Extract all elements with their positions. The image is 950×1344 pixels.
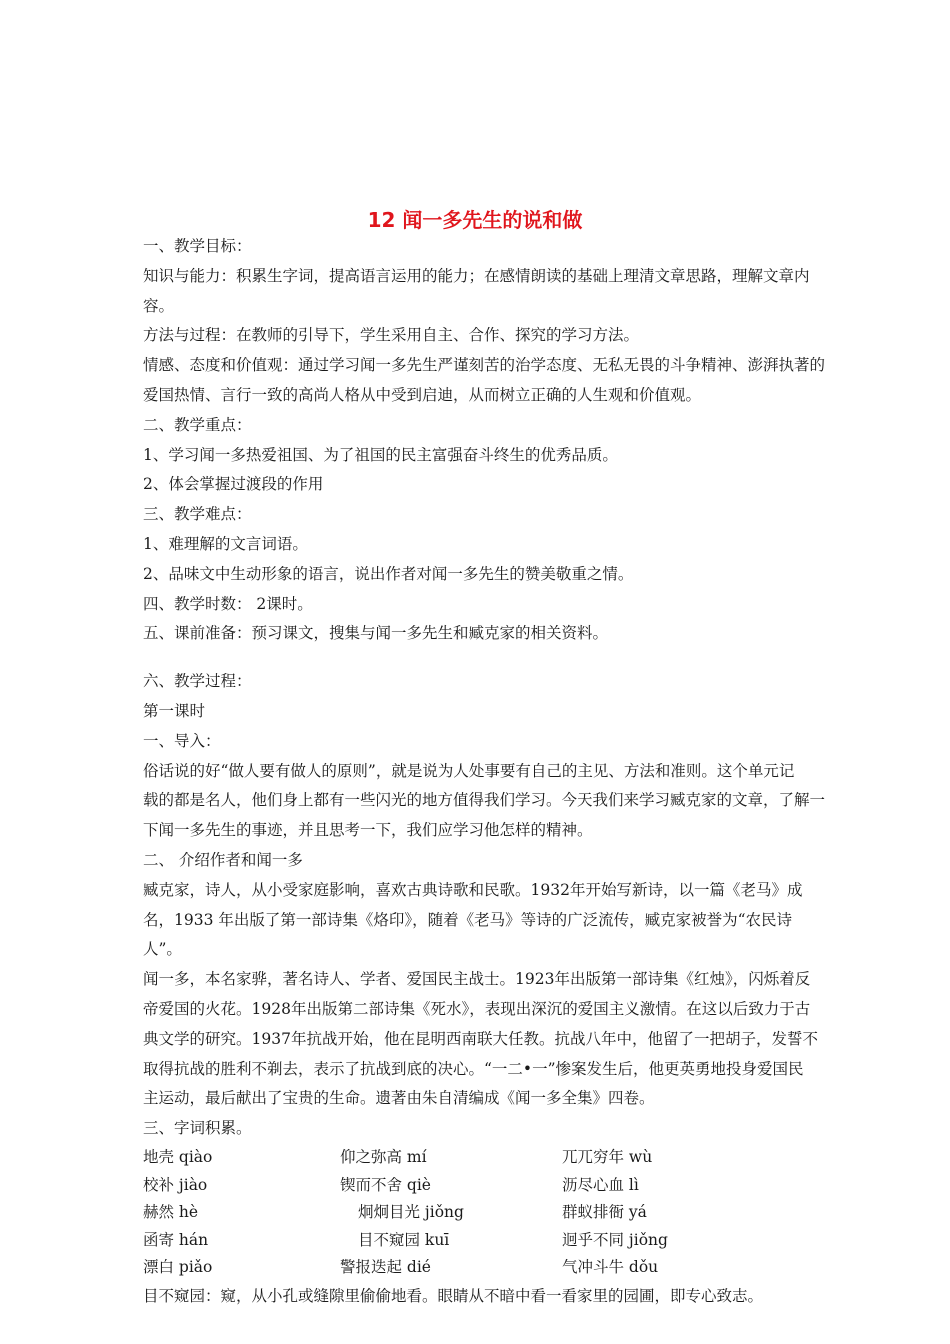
text-line: 三、字词积累。 xyxy=(143,1119,252,1138)
text-line: 六、教学过程： xyxy=(143,672,252,691)
vocab-item: 校补 jiào xyxy=(143,1175,208,1194)
vocab-item: 炯炯目光 jiǒng xyxy=(358,1203,464,1222)
vocab-row xyxy=(143,1227,811,1255)
text-line: 取得抗战的胜利不剃去，表示了抗战到底的决心。“一二•一”惨案发生后，他更英勇地投身爱国民 xyxy=(143,1059,804,1078)
vocab-table xyxy=(143,1144,811,1282)
vocab-row xyxy=(143,1254,811,1282)
text-line: 情感、态度和价值观：通过学习闻一多先生严谨刻苦的治学态度、无私无畏的斗争精神、澎湃执著的 xyxy=(143,356,826,375)
text-line: 二、 介绍作者和闻一多 xyxy=(143,850,303,869)
vocab-item: 锲而不舍 qiè xyxy=(340,1175,431,1194)
vocab-item: 仰之弥高 mí xyxy=(340,1147,427,1166)
text-line: 爱国热情、言行一致的高尚人格从中受到启迪，从而树立正确的人生观和价值观。 xyxy=(143,385,702,404)
text-line: 知识与能力：积累生字词，提高语言运用的能力；在感情朗读的基础上理清文章思路，理解文章内 xyxy=(143,266,810,285)
text-line: 一、教学目标： xyxy=(143,237,252,255)
vocab-item: 目不窥园 kuī xyxy=(358,1230,450,1249)
text-line: 容。 xyxy=(143,296,175,315)
text-line: 目不窥园：窥，从小孔或缝隙里偷偷地看。眼睛从不暗中看一看家里的园圃，即专心致志。 xyxy=(143,1286,764,1305)
document-body xyxy=(143,232,826,1312)
text-line: 一、导入： xyxy=(143,731,221,750)
text-line: 2、体会掌握过渡段的作用 xyxy=(143,475,324,494)
page-title: 12 闻一多先生的说和做 xyxy=(367,208,583,232)
text-line: 帝爱国的火花。1928年出版第二部诗集《死水》，表现出深沉的爱国主义激情。在这以后致力于古 xyxy=(143,999,811,1018)
vocab-row xyxy=(143,1199,811,1227)
vocab-item: 群蚁排衙 yá xyxy=(562,1203,647,1222)
vocab-item: 兀兀穷年 wù xyxy=(562,1147,653,1166)
vocab-item: 迥乎不同 jiǒng xyxy=(562,1230,668,1249)
text-line: 1、学习闻一多热爱祖国、为了祖国的民主富强奋斗终生的优秀品质。 xyxy=(143,445,618,464)
text-line: 臧克家，诗人，从小受家庭影响，喜欢古典诗歌和民歌。1932年开始写新诗，以一篇《老马》成 xyxy=(143,880,803,899)
text-line: 闻一多，本名家骅，著名诗人、学者、爱国民主战士。1923年出版第一部诗集《红烛》，闪烁着反 xyxy=(143,970,811,989)
text-line: 载的都是名人，他们身上都有一些闪光的地方值得我们学习。今天我们来学习臧克家的文章，了解一 xyxy=(143,791,826,810)
blank-line xyxy=(143,649,811,667)
text-line: 名，1933 年出版了第一部诗集《烙印》，随着《老马》等诗的广泛流传，臧克家被誉为“农民诗 xyxy=(143,910,793,929)
text-line: 人”。 xyxy=(143,940,182,959)
text-line: 三、教学难点： xyxy=(143,505,252,524)
vocab-item: 沥尽心血 lì xyxy=(562,1175,639,1194)
text-line: 主运动，最后献出了宝贵的生命。遗著由朱自清编成《闻一多全集》四卷。 xyxy=(143,1089,655,1108)
text-line: 方法与过程：在教师的引导下，学生采用自主、合作、探究的学习方法。 xyxy=(143,326,640,345)
vocab-item: 气冲斗牛 dǒu xyxy=(562,1258,659,1277)
vocab-item: 警报迭起 dié xyxy=(340,1258,431,1277)
text-line: 二、教学重点： xyxy=(143,415,252,434)
text-line: 第一课时 xyxy=(143,701,206,720)
text-line: 1、难理解的文言词语。 xyxy=(143,534,308,553)
text-line: 典文学的研究。1937年抗战开始，他在昆明西南联大任教。抗战八年中，他留了一把胡子，发誓不 xyxy=(143,1029,818,1048)
text-line: 2、品味文中生动形象的语言，说出作者对闻一多先生的赞美敬重之情。 xyxy=(143,564,634,583)
vocab-item: 漂白 piǎo xyxy=(143,1258,213,1277)
vocab-item: 赫然 hè xyxy=(143,1203,199,1222)
vocab-item: 函寄 hán xyxy=(143,1230,209,1249)
vocab-row xyxy=(143,1144,811,1172)
vocab-row xyxy=(143,1172,811,1200)
vocab-item: 地壳 qiào xyxy=(143,1147,213,1166)
text-line: 五、课前准备：预习课文，搜集与闻一多先生和臧克家的相关资料。 xyxy=(143,624,609,643)
text-line: 下闻一多先生的事迹，并且思考一下，我们应学习他怎样的精神。 xyxy=(143,821,593,840)
text-line: 四、教学时数： 2课时。 xyxy=(143,594,313,613)
text-line: 俗话说的好“做人要有做人的原则”，就是说为人处事要有自己的主见、方法和准则。这个单元记 xyxy=(143,761,795,780)
